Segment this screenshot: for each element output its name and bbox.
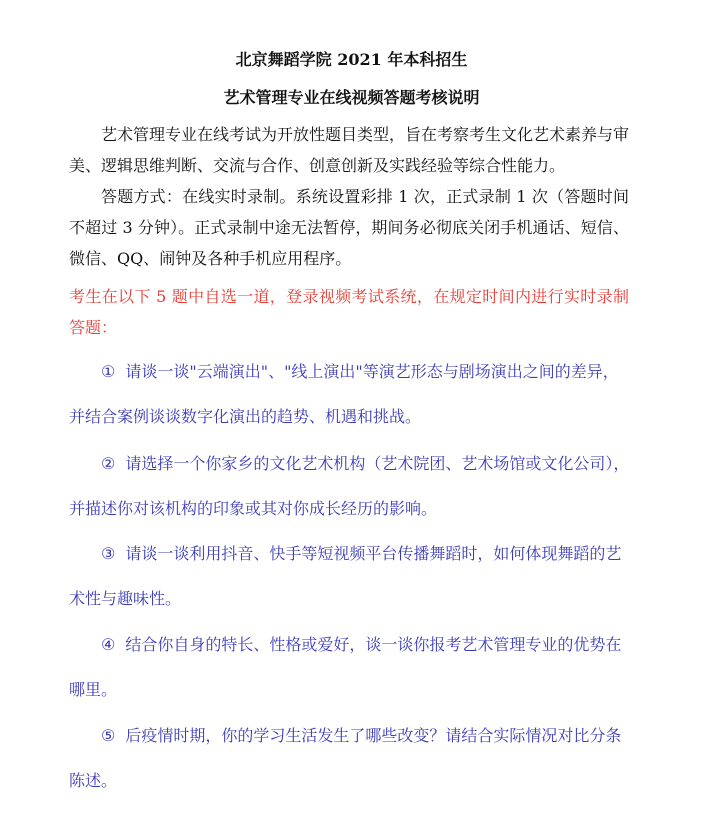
document-subtitle: 艺术管理专业在线视频答题考核说明 — [223, 88, 480, 107]
question-text-line2: 并描述你对该机构的印象或其对你成长经历的影响。 — [69, 499, 438, 518]
question-text-line2: 术性与趣味性。 — [69, 589, 182, 608]
question-text-line2: 陈述。 — [69, 771, 118, 790]
question-item — [69, 539, 629, 614]
question-text-line1: 请谈一谈"云端演出"、"线上演出"等演艺形态与剧场演出之间的差异， — [125, 362, 619, 381]
question-item — [69, 357, 629, 432]
question-number: ③ — [101, 544, 116, 563]
question-number: ④ — [101, 635, 116, 654]
question-text-line1: 请谈一谈利用抖音、快手等短视频平台传播舞蹈时，如何体现舞蹈的艺 — [125, 544, 622, 563]
document-title: 北京舞蹈学院 2021 年本科招生 — [235, 50, 468, 69]
question-item — [69, 449, 629, 524]
method-paragraph: 答题方式：在线实时录制。系统设置彩排 1 次，正式录制 1 次（答题时间不超过 3 分钟）。正式录制中途无法暂停，期间务必彻底关闭手机通话、短信、微信、QQ、闹钟及各种手机应用程序。 — [69, 187, 629, 268]
question-text-line1: 结合你自身的特长、性格或爱好，谈一谈你报考艺术管理专业的优势在 — [125, 635, 622, 654]
question-text-line1: 后疫情时期，你的学习生活发生了哪些改变？请结合实际情况对比分条 — [125, 726, 622, 745]
question-item — [69, 721, 629, 796]
question-text-line1: 请选择一个你家乡的文化艺术机构（艺术院团、艺术场馆或文化公司）， — [125, 454, 630, 473]
instruction-paragraph: 考生在以下 5 题中自选一道，登录视频考试系统，在规定时间内进行实时录制答题： — [69, 287, 629, 337]
question-item — [69, 630, 629, 705]
question-number: ① — [101, 362, 116, 381]
question-number: ② — [101, 454, 116, 473]
question-text-line2: 哪里。 — [69, 680, 118, 699]
question-text-line2: 并结合案例谈谈数字化演出的趋势、机遇和挑战。 — [69, 407, 422, 426]
question-number: ⑤ — [101, 726, 116, 745]
intro-paragraph: 艺术管理专业在线考试为开放性题目类型，旨在考察考生文化艺术素养与审美、逻辑思维判断、交流与合作、创意创新及实践经验等综合性能力。 — [69, 125, 630, 175]
